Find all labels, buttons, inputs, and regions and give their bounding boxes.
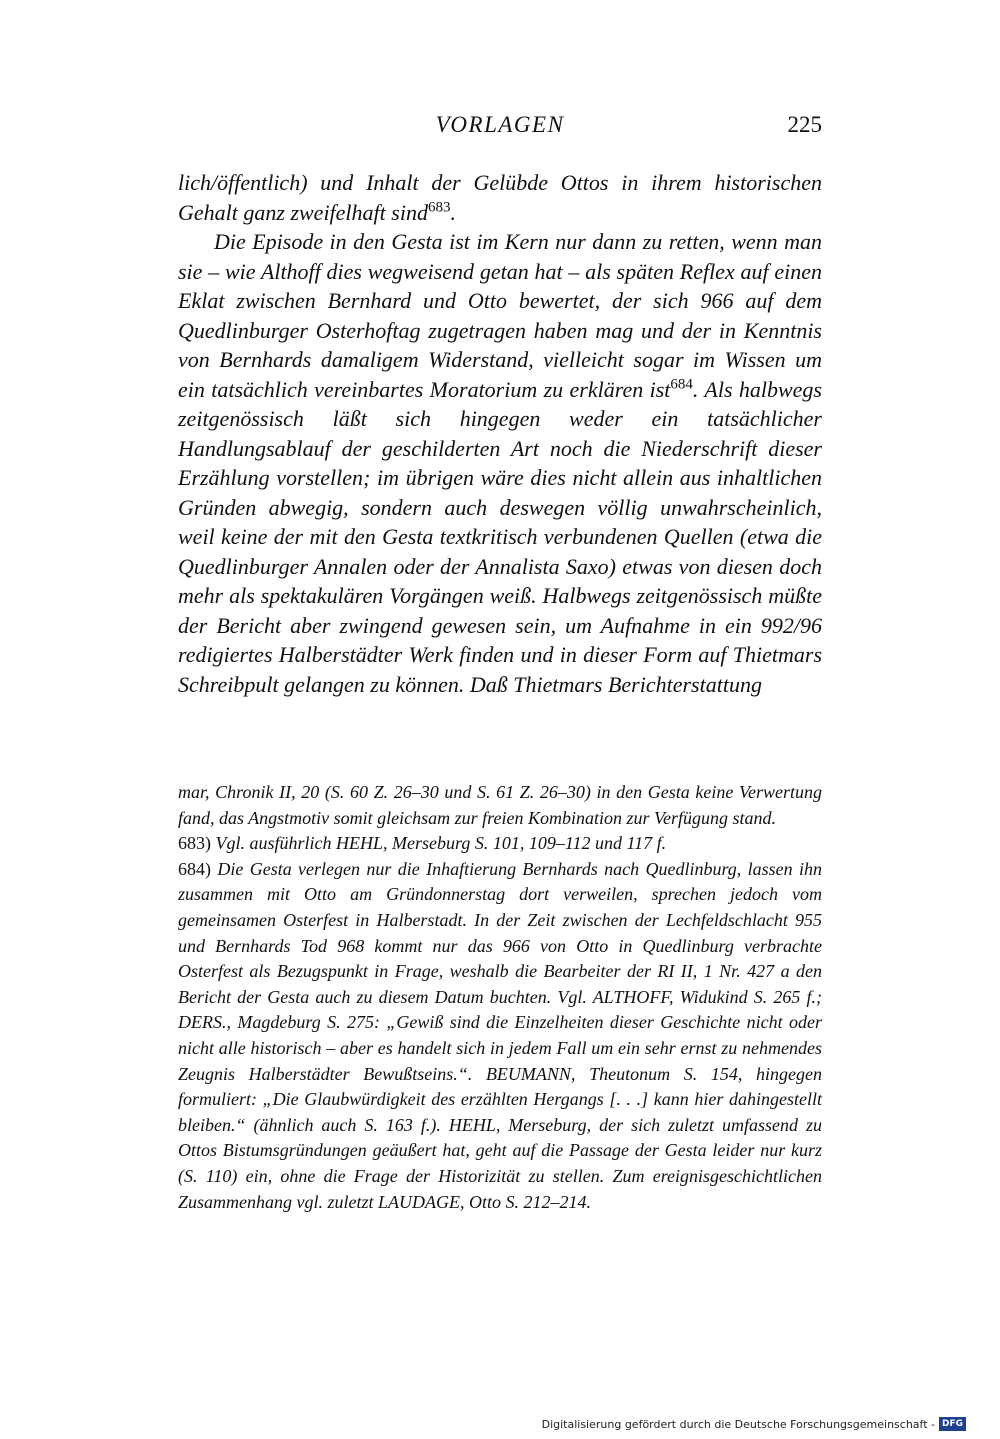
credit-text: Digitalisierung gefördert durch die Deutsche Forschungsgemeinschaft - (541, 1417, 935, 1431)
paragraph-text: Die Episode in den Gesta ist im Kern nur dann zu retten, wenn man sie – wie Althoff dies wegweisend getan hat – als späten Reflex auf einen Eklat zwischen Bernhard und Otto bewertet, der sich 966 auf dem Quedlinburger Osterhoftag zugetragen haben mag und der in Kenntnis von Bernhards damaligem Widerstand, vielleicht sogar im Wissen um ein tatsächlich vereinbartes Moratorium zu erklären ist (178, 229, 822, 402)
paragraph-text: . Als halbwegs zeitgenössisch läßt sich hingegen weder ein tatsächlicher Handlungsablauf der geschilderten Art noch die Niederschrift dieser Erzählung vorstellen; im übrigen wäre dies nicht allein aus inhaltlichen Gründen abwegig, sondern auch deswegen völlig unwahrscheinlich, weil keine der mit den Gesta textkritisch verbundenen Quellen (etwa die Quedlinburger Annalen oder der Annalista Saxo) etwas von diesen doch mehr als spektakulären Vorgängen weiß. Halbwegs zeitgenössisch müßte der Bericht aber zwingend gewesen sein, um Aufnahme in ein 992/96 redigiertes Halberstädter Werk finden und in dieser Form auf Thietmars Schreibpult gelangen zu können. Daß Thietmars Berichterstattung (178, 376, 822, 697)
dfg-logo: DFG (939, 1417, 966, 1431)
footnote-text: Die Gesta verlegen nur die Inhaftierung Bernhards nach Quedlinburg, lassen ihn zusammen mit Otto am Gründonnerstag dort verweilen, sprechen jedoch vom gemeinsamen Osterfest in Halberstadt. In der Zeit zwischen der Lechfeldschlacht 955 und Bernhards Tod 968 kommt nur das 966 von Otto in Quedlinburg verbrachte Osterfest als Bezugspunkt in Frage, weshalb die Bearbeiter der RI II, 1 Nr. 427 a den Bericht der Gesta auch zu diesem Datum buchten. Vgl. ALTHOFF, Widukind S. 265 f.; DERS., Magdeburg S. 275: „Gewiß sind die Einzelheiten dieser Geschichte nicht oder nicht alle historisch – aber es handelt sich in jedem Fall um ein sehr ernst zu nehmendes Zeugnis Halberstädter Bewußtseins.“. BEUMANN, Theutonum S. 154, hingegen formuliert: „Die Glaubwürdigkeit des erzählten Hergangs [. . .] kann hier dahingestellt bleiben.“ (ähnlich auch S. 163 f.). HEHL, Merseburg, der sich zuletzt umfassend zu Ottos Bistumsgründungen geäußert hat, geht auf die Passage der Gesta leider nur kurz (S. 110) ein, ohne die Frage der Historizität zu stellen. Zum ereignisgeschichtlichen Zusammenhang vgl. zuletzt LAUDAGE, Otto S. 212–214. (178, 858, 822, 1212)
footnote-684 (178, 857, 822, 1215)
digitization-credit (542, 1417, 966, 1431)
footnotes (178, 780, 822, 1215)
footnote-ref-684[interactable]: 684 (670, 376, 693, 393)
main-text (178, 168, 822, 699)
footnote-number: 683) (178, 833, 211, 854)
paragraph (178, 227, 822, 699)
footnote-ref-683[interactable]: 683 (427, 199, 451, 216)
footnote-continuation: mar, Chronik II, 20 (S. 60 Z. 26–30 und S. 61 Z. 26–30) in den Gesta keine Verwertung fand, das Angstmotiv somit gleichsam zur freien Kombination zur Verfügung stand. (178, 782, 822, 828)
running-title: VORLAGEN (435, 112, 565, 137)
page-number: 225 (787, 112, 822, 137)
paragraph-text: lich/öffentlich) und Inhalt der Gelübde Ottos in ihrem historischen Gehalt ganz zweifelhaft sind (178, 170, 822, 225)
paragraph (178, 168, 822, 227)
paragraph-text: . (450, 199, 456, 225)
footnote-number: 684) (178, 858, 211, 879)
footnote-text: Vgl. ausführlich HEHL, Merseburg S. 101, 109–112 und 117 f. (215, 833, 667, 854)
footnote-683 (178, 831, 822, 857)
running-head (178, 112, 822, 146)
